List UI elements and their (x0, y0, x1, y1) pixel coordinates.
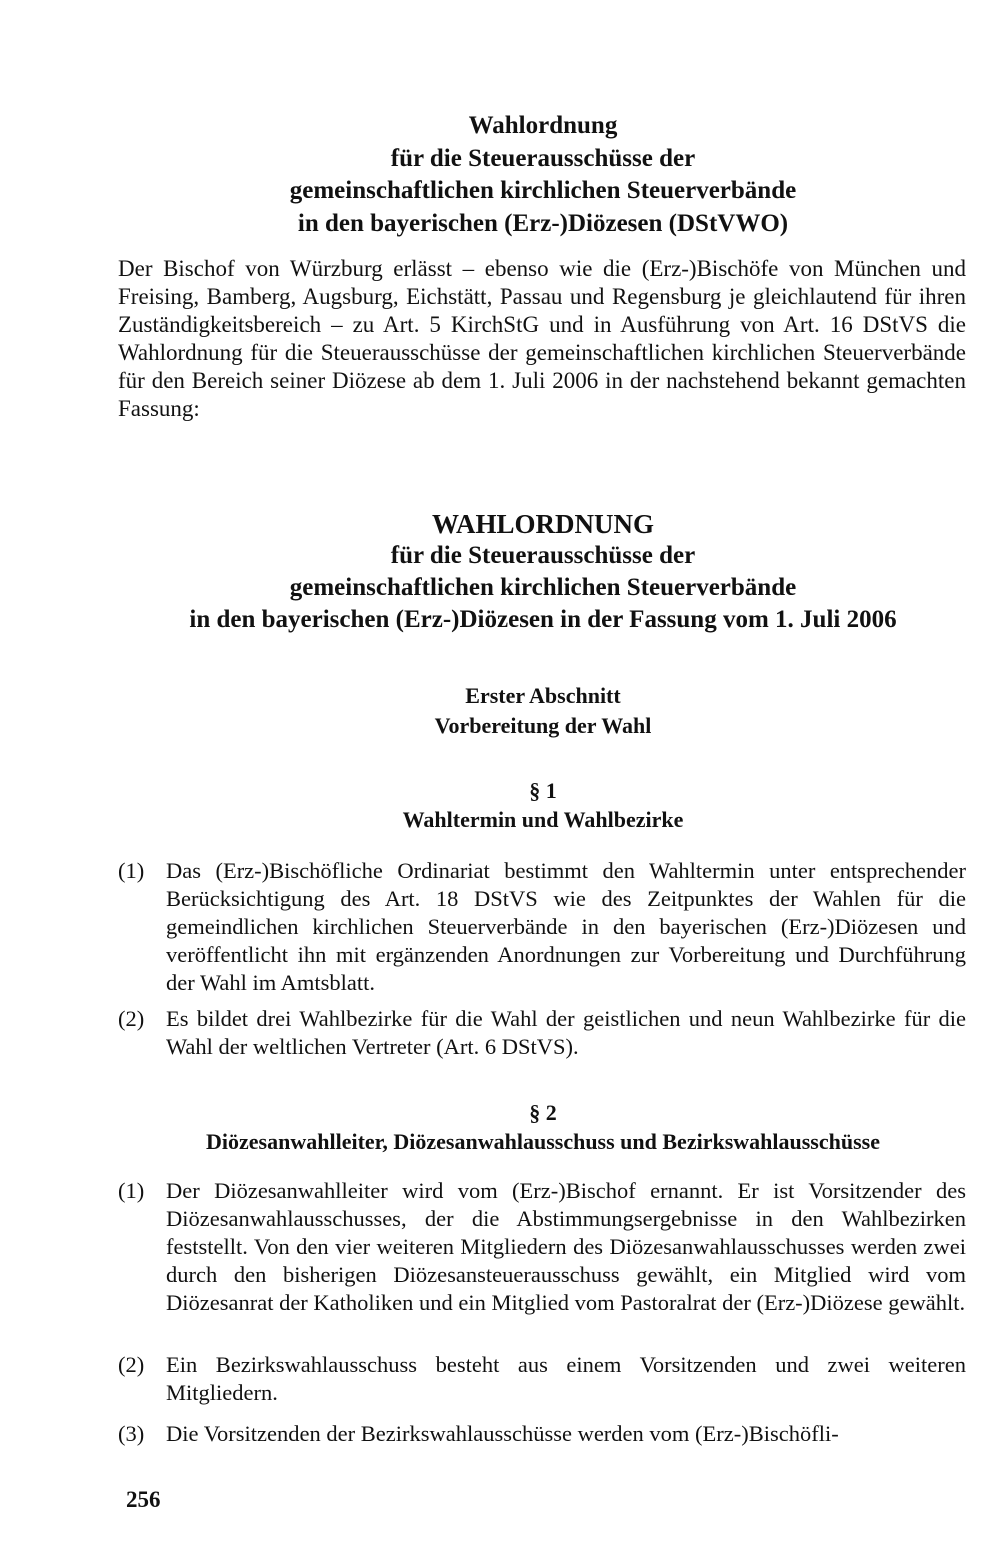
page-number: 256 (126, 1487, 161, 1512)
section-heading (118, 681, 968, 741)
paragraph-number: § 2 (529, 1100, 557, 1125)
item-number: (1) (118, 1178, 145, 1203)
regulation-title-line: in den bayerischen (Erz-)Diözesen in der Fassung vom 1. Juli 2006 (189, 606, 897, 633)
paragraph-title: Wahltermin und Wahlbezirke (402, 807, 684, 832)
item-text: Es bildet drei Wahlbezirke für die Wahl der geistlichen und neun Wahlbezirke für die Wahl der weltlichen Vertreter (Art. 6 DStVS). (166, 1006, 966, 1059)
paragraph-number: § 1 (529, 778, 557, 803)
title-line: für die Steuerausschüsse der (390, 144, 696, 172)
item-number: (1) (118, 858, 145, 883)
section-title: Vorbereitung der Wahl (434, 713, 652, 738)
item-text: Die Vorsitzenden der Bezirkswahlausschüsse werden vom (Erz-)Bischöfli- (166, 1421, 839, 1446)
paragraph-heading (118, 1098, 968, 1156)
item-number: (3) (118, 1421, 145, 1446)
item-text: Ein Bezirkswahlausschuss besteht aus einem Vorsitzenden und zwei weiteren Mitgliedern. (166, 1352, 966, 1405)
paragraph-heading (118, 776, 968, 834)
section-label: Erster Abschnitt (465, 683, 621, 708)
item-text: Der Diözesanwahlleiter wird vom (Erz-)Bischof ernannt. Er ist Vorsitzender des Diözesanwahlausschusses, der die Abstimmungsergebnisse in den Wahlbezirken feststellt. Von den vier weiteren Mitgliedern des Diözesanwahlausschusses werden zwei durch den bisherigen Diözesansteuerausschuss gewählt, ein Mitglied wird vom Diözesanrat der Katholiken und ein Mitglied vom Pastoralrat der (Erz-)Diözese gewählt. (166, 1178, 966, 1315)
intro-paragraph: Der Bischof von Würzburg erlässt – ebenso wie die (Erz-)Bischöfe von München und Freising, Bamberg, Augsburg, Eichstätt, Passau und Regensburg je gleichlautend für ihren Zuständigkeitsbereich – zu Art. 5 KirchStG und in Ausführung von Art. 16 DStVS die Wahlordnung für die Steuerausschüsse der gemeinschaftlichen kirchlichen Steuerverbände für den Bereich seiner Diözese ab dem 1. Juli 2006 in der nachstehend bekannt gemachten Fassung: (118, 256, 966, 421)
item-number: (2) (118, 1006, 145, 1031)
title-line: in den bayerischen (Erz-)Diözesen (DStVWO) (297, 209, 789, 237)
title-line: Wahlordnung (468, 112, 618, 139)
document-title (118, 110, 968, 240)
regulation-title-line: WAHLORDNUNG (431, 509, 654, 539)
regulation-title (118, 508, 968, 636)
paragraph-title: Diözesanwahlleiter, Diözesanwahlausschuss und Bezirkswahlausschüsse (206, 1129, 880, 1154)
item-text: Das (Erz-)Bischöfliche Ordinariat bestimmt den Wahltermin unter entsprechender Berücksichtigung des Art. 18 DStVS wie des Zeitpunktes der Wahlen für die gemeindlichen kirchlichen Steuerverbände in den bayerischen (Erz-)Diözesen und veröffentlicht ihn mit ergänzenden Anordnungen zur Vorbereitung und Durchführung der Wahl im Amtsblatt. (166, 858, 966, 995)
item-number: (2) (118, 1352, 145, 1377)
regulation-title-line: für die Steuerausschüsse der (390, 542, 696, 569)
title-line: gemeinschaftlichen kirchlichen Steuerverbände (289, 177, 797, 204)
regulation-title-line: gemeinschaftlichen kirchlichen Steuerverbände (289, 574, 797, 601)
